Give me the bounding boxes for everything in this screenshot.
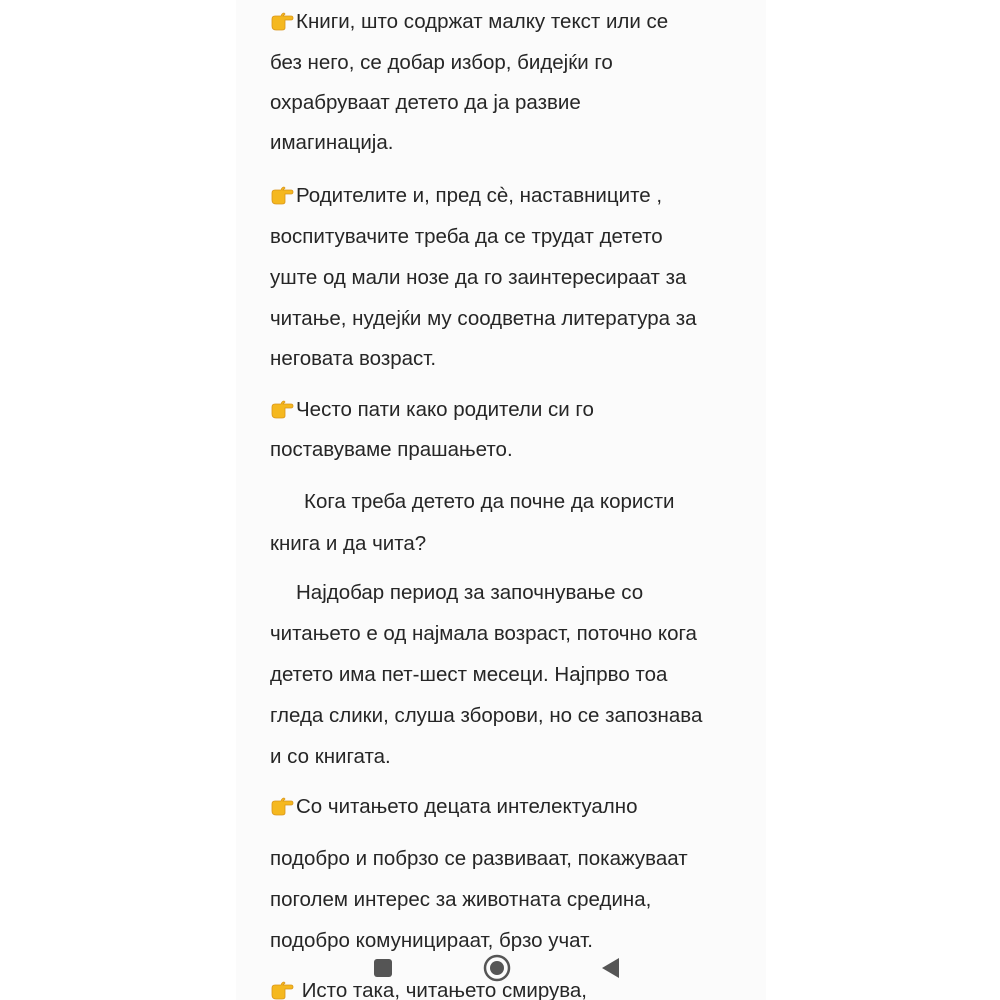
left-margin [0, 0, 236, 1000]
text-line: Исто така, читањето смирува, [270, 979, 587, 1000]
square-icon [373, 958, 393, 978]
text-line: Најдобар период за започнување со [296, 581, 644, 604]
text-line: без него, се добар избор, бидејќи го [270, 51, 613, 74]
text-line: Родителите и, пред сè, наставниците , [270, 184, 662, 208]
pointing-hand-icon [270, 399, 294, 419]
text-line: детето има пет-шест месеци. Најпрво тоа [270, 663, 668, 686]
circle-home-icon [483, 954, 511, 982]
recents-button[interactable] [369, 954, 397, 982]
text-line: Кога треба детето да почне да користи [304, 490, 675, 513]
text-line: Често пати како родители си го [270, 398, 594, 422]
right-margin [766, 0, 1000, 1000]
pointing-hand-icon [270, 11, 294, 31]
navigation-bar [236, 948, 766, 988]
text-line: неговата возраст. [270, 347, 437, 370]
text-line: и со книгата. [270, 745, 391, 768]
text-line: читање, нудејќи му соодветна литература за [270, 307, 697, 330]
text-line: подобро комуницираат, брзо учат. [270, 929, 593, 952]
text-line: воспитувачите треба да се трудат детето [270, 225, 663, 248]
text-line: Книги, што содржат малку текст или се [270, 10, 668, 34]
text-line: подобро и побрзо се развиваат, покажуваат [270, 847, 688, 870]
back-button[interactable] [597, 954, 625, 982]
triangle-back-icon [600, 957, 622, 979]
text-line: читањето е од најмала возраст, поточно кога [270, 622, 697, 645]
text-line: охрабруваат детето да ја развие [270, 91, 581, 114]
text-line: имагинација. [270, 131, 394, 154]
text-line: гледа слики, слуша зборови, но се запознава [270, 704, 703, 727]
text-line: уште од мали нозе да го заинтересираат за [270, 266, 687, 289]
pointing-hand-icon [270, 796, 294, 816]
text-line: Со читањето децата интелектуално [270, 795, 637, 819]
phone-screen[interactable] [236, 0, 766, 1000]
text-line: поголем интерес за животната средина, [270, 888, 652, 911]
pointing-hand-icon [270, 185, 294, 205]
home-button[interactable] [483, 954, 511, 982]
text-line: поставуваме прашањето. [270, 438, 513, 461]
text-line: книга и да чита? [270, 532, 427, 555]
